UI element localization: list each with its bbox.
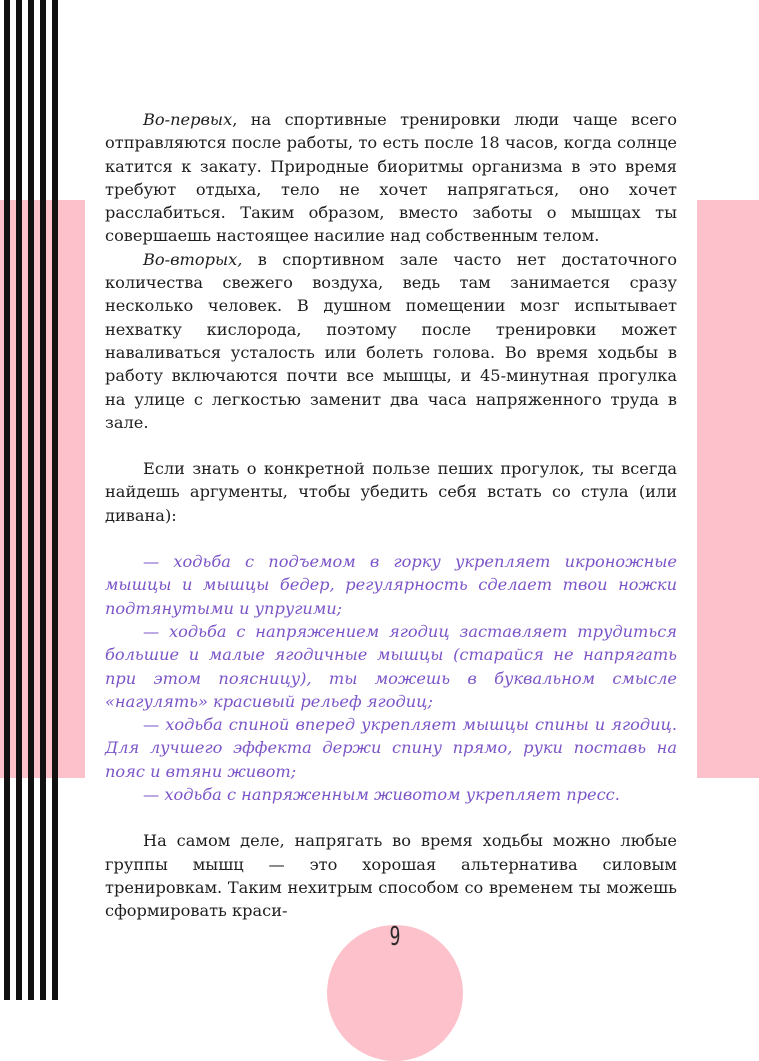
list-item: — ходьба с напряжением ягодиц заставляет трудиться большие и малые ягодичные мышцы (старайся не напрягать при этом поясницу), ты можешь в буквальном смысле «нагулять» красивый рельеф ягодиц; bbox=[105, 621, 677, 711]
stripe-5 bbox=[52, 0, 58, 1000]
second-reason-lead: Во-вторых, bbox=[143, 249, 243, 269]
first-reason-text: , на спортивные тренировки люди чаще всего отправляются после работы, то есть после 18 часов, когда солнце катится к закату. Природные биоритмы организма в это время требуют отдыха, тело не хочет напрягаться, оно хочет расслабиться. Таким образом, вместо заботы о мышцах ты совершаешь настоящее насилие над собственным телом. bbox=[105, 110, 677, 246]
paragraph-first-reason bbox=[105, 108, 677, 248]
stripe-4 bbox=[40, 0, 46, 1000]
stripe-2 bbox=[16, 0, 22, 1000]
second-reason-text: в спортивном зале часто нет достаточного количества свежего воздуха, ведь там занимается сразу несколько человек. В душном помещении мозг испытывает нехватку кислорода, поэтому после тренировки может наваливаться усталость или болеть голова. Во время ходьбы в работу включаются почти все мышцы, и 45-минутная прогулка на улице с легкостью заменит два часа напряженного труда в зале. bbox=[105, 249, 677, 432]
paragraph-second-reason bbox=[105, 248, 677, 434]
paragraph-intro-list: Если знать о конкретной пользе пеших прогулок, ты всегда найдешь аргументы, чтобы убедить себя встать со стула (или дивана): bbox=[105, 459, 677, 525]
first-reason-lead: Во-первых bbox=[143, 110, 233, 129]
pink-band-right bbox=[697, 200, 759, 778]
stripe-1 bbox=[4, 0, 10, 1000]
list-item: — ходьба с напряженным животом укрепляет пресс. bbox=[143, 785, 620, 805]
list-item: — ходьба спиной вперед укрепляет мышцы спины и ягодиц. Для лучшего эффекта держи спину прямо, руки поставь на пояс и втяни живот; bbox=[105, 715, 677, 781]
list-item: — ходьба с подъемом в горку укрепляет икроножные мышцы и мышцы бедер, регулярность сделает твои ножки подтянутыми и упругими; bbox=[105, 552, 677, 618]
page-body bbox=[105, 108, 677, 923]
paragraph-conclusion: На самом деле, напрягать во время ходьбы можно любые группы мышц — это хорошая альтернатива силовым тренировкам. Таким нехитрым способом со временем ты можешь сформировать краси- bbox=[105, 831, 677, 921]
benefits-list bbox=[105, 550, 677, 806]
page-number: 9 bbox=[389, 922, 401, 952]
stripe-3 bbox=[28, 0, 34, 1000]
